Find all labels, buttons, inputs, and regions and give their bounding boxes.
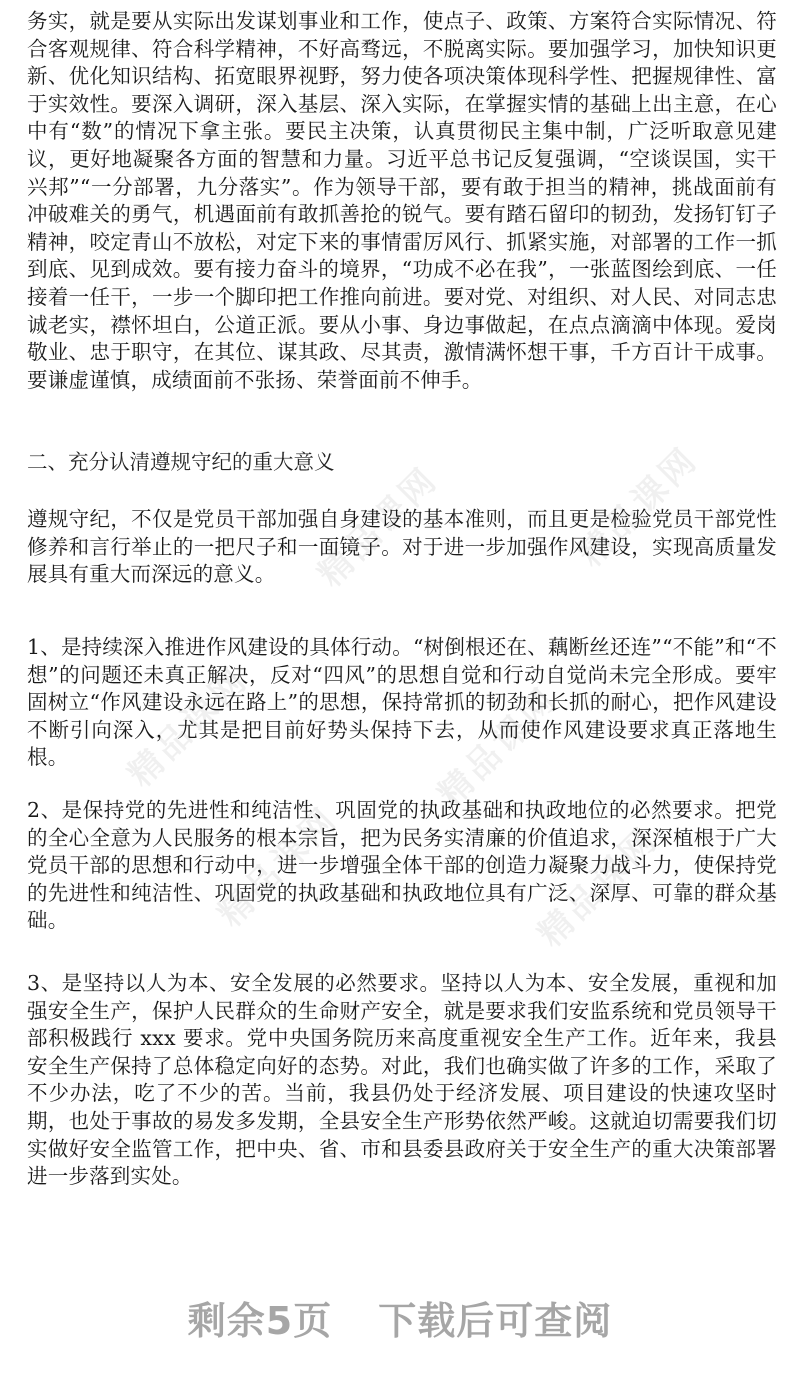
paragraph-intro: 务实，就是要从实际出发谋划事业和工作，使点子、政策、方案符合实际情况、符合客观规律、符合科学精神，不好高骛远，不脱离实际。要加强学习，加快知识更新、优化知识结构、拓宽眼界视野，努力使各项决策体现科学性、把握规律性、富于实效性。要深入调研，深入基层、深入实际，在掌握实情的基础上出主意，在心中有“数”的情况下拿主张。要民主决策，认真贯彻民主集中制，广泛听取意见建议，更好地凝聚各方面的智慧和力量。习近平总书记反复强调，“空谈误国，实干兴邦”“一分部署，九分落实”。作为领导干部，要有敢于担当的精神，挑战面前有冲破难关的勇气，机遇面前有敢抓善抢的锐气。要有踏石留印的韧劲，发扬钉钉子精神，咬定青山不放松，对定下来的事情雷厉风行、抓紧实施，对部署的工作一抓到底、见到成效。要有接力奋斗的境界，“功成不必在我”，一张蓝图绘到底、一任接着一任干，一步一个脚印把工作推向前进。要对党、对组织、对人民、对同志忠诚老实，襟怀坦白，公道正派。要从小事、身边事做起，在点点滴滴中体现。爱岗敬业、忠于职守，在其位、谋其政、尽其责，激情满怀想干事，千方百计干成事。要谦虚谨慎，成绩面前不张扬、荣誉面前不伸手。	[27, 9, 777, 392]
download-prompt-banner[interactable]	[0, 1290, 800, 1345]
download-to-view-label: 下载后可查阅	[378, 1299, 613, 1343]
paragraph-point-3: 3、是坚持以人为本、安全发展的必然要求。坚持以人为本、安全发展，重视和加强安全生产，保护人民群众的生命财产安全，就是要求我们安监系统和党员领导干部积极践行 xxx 要求。党中央国务院历来高度重视安全生产工作。近年来，我县安全生产保持了总体稳定向好的态势。对此，我们也确实做了许多的工作，采取了不少办法，吃了不少的苦。当前，我县仍处于经济发展、项目建设的快速攻坚时期，也处于事故的易发多发期，全县安全生产形势依然严峻。这就迫切需要我们切实做好安全监管工作，把中央、省、市和县委县政府关于安全生产的重大决策部署进一步落到实处。	[27, 971, 777, 1189]
paragraph-point-1: 1、是持续深入推进作风建设的具体行动。“树倒根还在、藕断丝还连”“不能”和“不想”的问题还未真正解决，反对“四风”的思想自觉和行动自觉尚未完全形成。要牢固树立“作风建设永远在路上”的思想，保持常抓的韧劲和长抓的耐心，把作风建设不断引向深入，尤其是把目前好势头保持下去，从而使作风建设要求真正落地生根。	[27, 635, 777, 770]
watermark: 精品课网	[530, 819, 667, 955]
remaining-pages-label: 剩余5页	[187, 1299, 333, 1343]
watermark: 精品课网	[310, 459, 447, 595]
watermark: 精品课网	[120, 659, 257, 795]
watermark: 精品课网	[430, 679, 567, 815]
paragraph-discipline: 遵规守纪，不仅是党员干部加强自身建设的基本准则，而且更是检验党员干部党性修养和言行举止的一把尺子和一面镜子。对于进一步加强作风建设，实现高质量发展具有重大而深远的意义。	[27, 507, 777, 587]
watermark: 精品课网	[570, 439, 707, 575]
section-heading: 二、充分认清遵规守纪的重大意义	[27, 450, 335, 474]
paragraph-point-2: 2、是保持党的先进性和纯洁性、巩固党的执政基础和执政地位的必然要求。把党的全心全意为人民服务的根本宗旨，把为民务实清廉的价值追求，深深植根于广大党员干部的思想和行动中，进一步增强全体干部的创造力凝聚力战斗力，使保持党的先进性和纯洁性、巩固党的执政基础和执政地位具有广泛、深厚、可靠的群众基础。	[27, 798, 777, 933]
watermark: 精品课网	[210, 799, 347, 935]
